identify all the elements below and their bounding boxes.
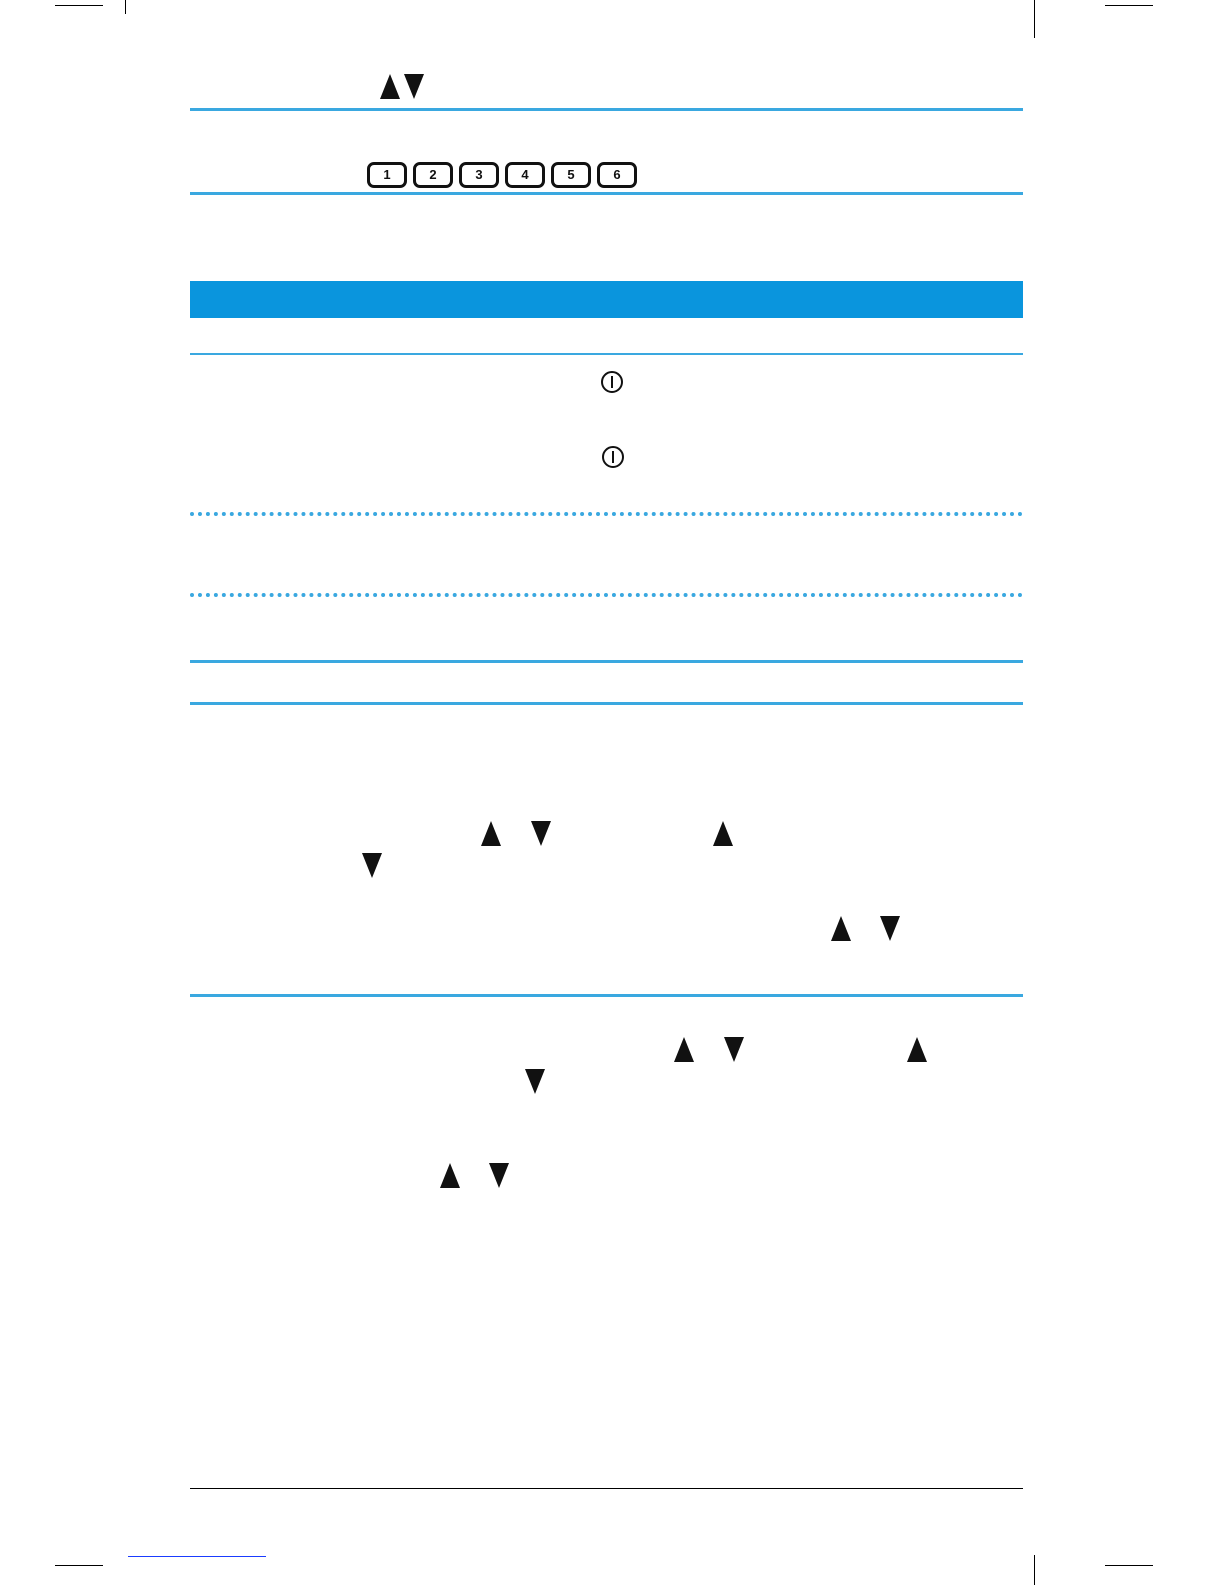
- power-icon: [601, 371, 623, 393]
- section-rule: [190, 108, 1023, 111]
- triangle-up-icon: [440, 1163, 460, 1188]
- triangle-up-icon: [481, 821, 501, 846]
- key-6: 6: [597, 162, 637, 188]
- section-rule: [190, 192, 1023, 195]
- crop-mark-top-left-h: [55, 5, 103, 6]
- triangle-down-icon: [404, 74, 424, 99]
- section-rule: [190, 353, 1023, 355]
- triangle-up-icon: [674, 1037, 694, 1062]
- key-2: 2: [413, 162, 453, 188]
- triangle-down-icon: [724, 1037, 744, 1062]
- key-1: 1: [367, 162, 407, 188]
- triangle-down-icon: [362, 853, 382, 878]
- triangle-up-icon: [713, 821, 733, 846]
- crop-mark-top-right-v: [1034, 0, 1035, 38]
- crop-mark-bottom-left-h: [55, 1565, 103, 1566]
- crop-mark-top-right-h: [1105, 5, 1153, 6]
- triangle-down-icon: [525, 1069, 545, 1094]
- triangle-down-icon: [489, 1163, 509, 1188]
- footer-rule: [190, 1488, 1023, 1489]
- key-4: 4: [505, 162, 545, 188]
- table-header-band: [190, 281, 1023, 318]
- section-rule: [190, 660, 1023, 663]
- section-rule: [190, 702, 1023, 705]
- section-rule: [190, 994, 1023, 997]
- triangle-down-icon: [531, 821, 551, 846]
- key-5: 5: [551, 162, 591, 188]
- triangle-down-icon: [880, 916, 900, 941]
- bottom-link-underline: [128, 1556, 266, 1557]
- dotted-rule: [190, 593, 1023, 597]
- triangle-up-icon: [380, 74, 400, 99]
- crop-mark-bottom-right-v: [1034, 1555, 1035, 1585]
- triangle-up-icon: [907, 1037, 927, 1062]
- triangle-up-icon: [831, 916, 851, 941]
- dotted-rule: [190, 512, 1023, 516]
- key-3: 3: [459, 162, 499, 188]
- crop-mark-bottom-right-h: [1105, 1565, 1153, 1566]
- crop-mark-top-left-v: [125, 0, 126, 14]
- power-icon: [602, 446, 624, 468]
